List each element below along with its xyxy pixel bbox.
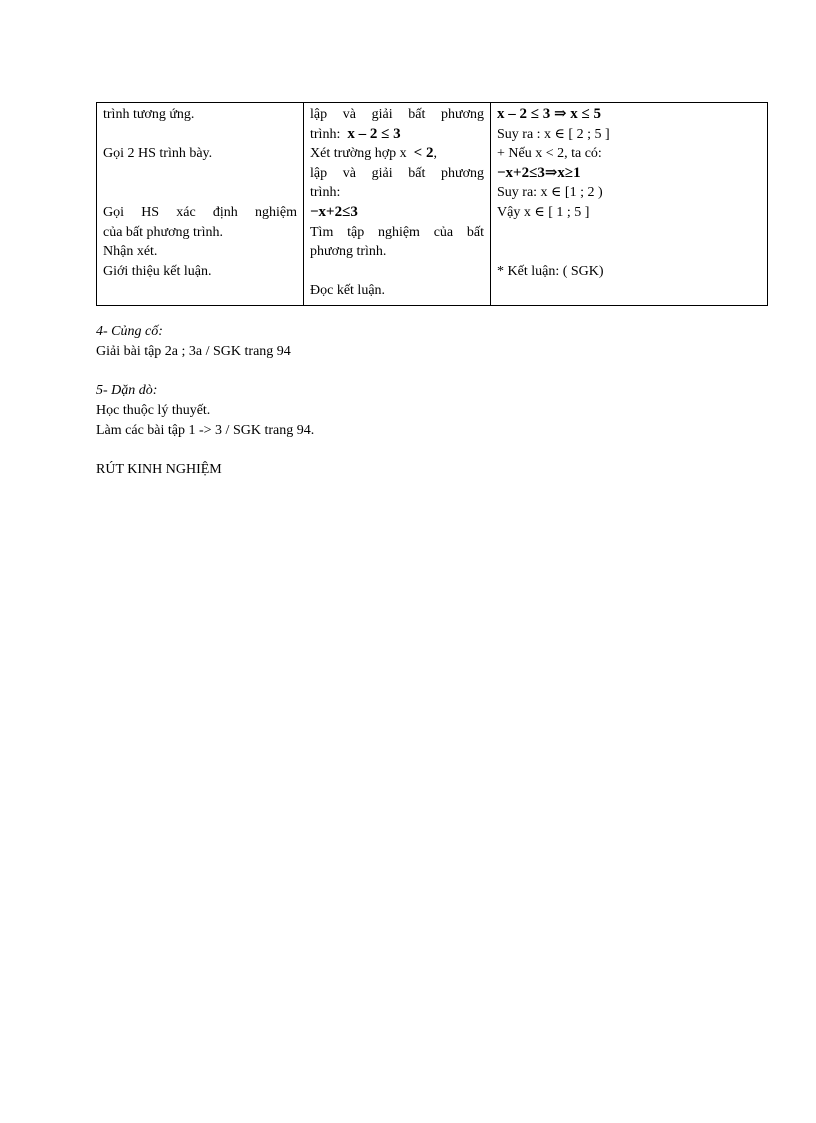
math-expression: −x+2≤3 xyxy=(310,203,358,220)
col1-line: trình tương ứng. xyxy=(103,107,195,122)
math-expression: x – 2 ≤ 3 xyxy=(347,125,401,142)
math-expression: x – 2 ≤ 3 ⇒ x ≤ 5 xyxy=(497,106,602,122)
col1-line: Giới thiệu kết luận. xyxy=(103,263,212,279)
section4-heading: 4- Củng cố: xyxy=(96,324,163,339)
section4-text: Giải bài tập 2a ; 3a / SGK trang 94 xyxy=(96,344,291,359)
lesson-table xyxy=(96,102,768,306)
col2-line: trình: xyxy=(310,185,341,201)
math-expression: < 2 xyxy=(413,145,434,162)
section5-text: Làm các bài tập 1 -> 3 / SGK trang 94. xyxy=(96,423,315,438)
col3-line: Suy ra: x ∈ [1 ; 2 ) xyxy=(497,185,603,201)
col3-line: Vậy x ∈ [ 1 ; 5 ] xyxy=(497,204,590,220)
content-cell xyxy=(491,103,768,306)
section5-text: Học thuộc lý thuyết. xyxy=(96,403,211,418)
col2-line xyxy=(310,125,484,145)
col2-line xyxy=(310,144,484,164)
col2-text: trình: xyxy=(310,126,341,142)
col2-line: Tìm tập nghiệm của bất xyxy=(310,224,484,240)
col1-line: Gọi 2 HS trình bày. xyxy=(103,146,213,162)
col3-line: + Nếu x < 2, ta có: xyxy=(497,146,602,162)
section5-heading: 5- Dặn dò: xyxy=(96,383,158,398)
col2-text: Xét trường hợp x xyxy=(310,146,407,162)
student-activity-cell xyxy=(304,103,491,306)
math-expression: −x+2≤3⇒x≥1 xyxy=(497,164,581,181)
col2-line: lập và giải bất phương xyxy=(310,165,484,181)
col1-line: Gọi HS xác định nghiệm xyxy=(103,204,297,220)
col3-line: * Kết luận: ( SGK) xyxy=(497,263,604,279)
closing-heading: RÚT KINH NGHIỆM xyxy=(96,462,222,477)
table-row xyxy=(97,103,768,306)
col2-line: lập và giải bất phương xyxy=(310,107,484,122)
teacher-activity-cell xyxy=(97,103,304,306)
col2-text: , xyxy=(433,146,437,162)
col3-line: Suy ra : x ∈ [ 2 ; 5 ] xyxy=(497,126,610,142)
col1-line: Nhận xét. xyxy=(103,244,158,260)
col2-line: Đọc kết luận. xyxy=(310,283,386,299)
col2-line: phương trình. xyxy=(310,244,387,260)
col1-line: của bất phương trình. xyxy=(103,224,223,240)
